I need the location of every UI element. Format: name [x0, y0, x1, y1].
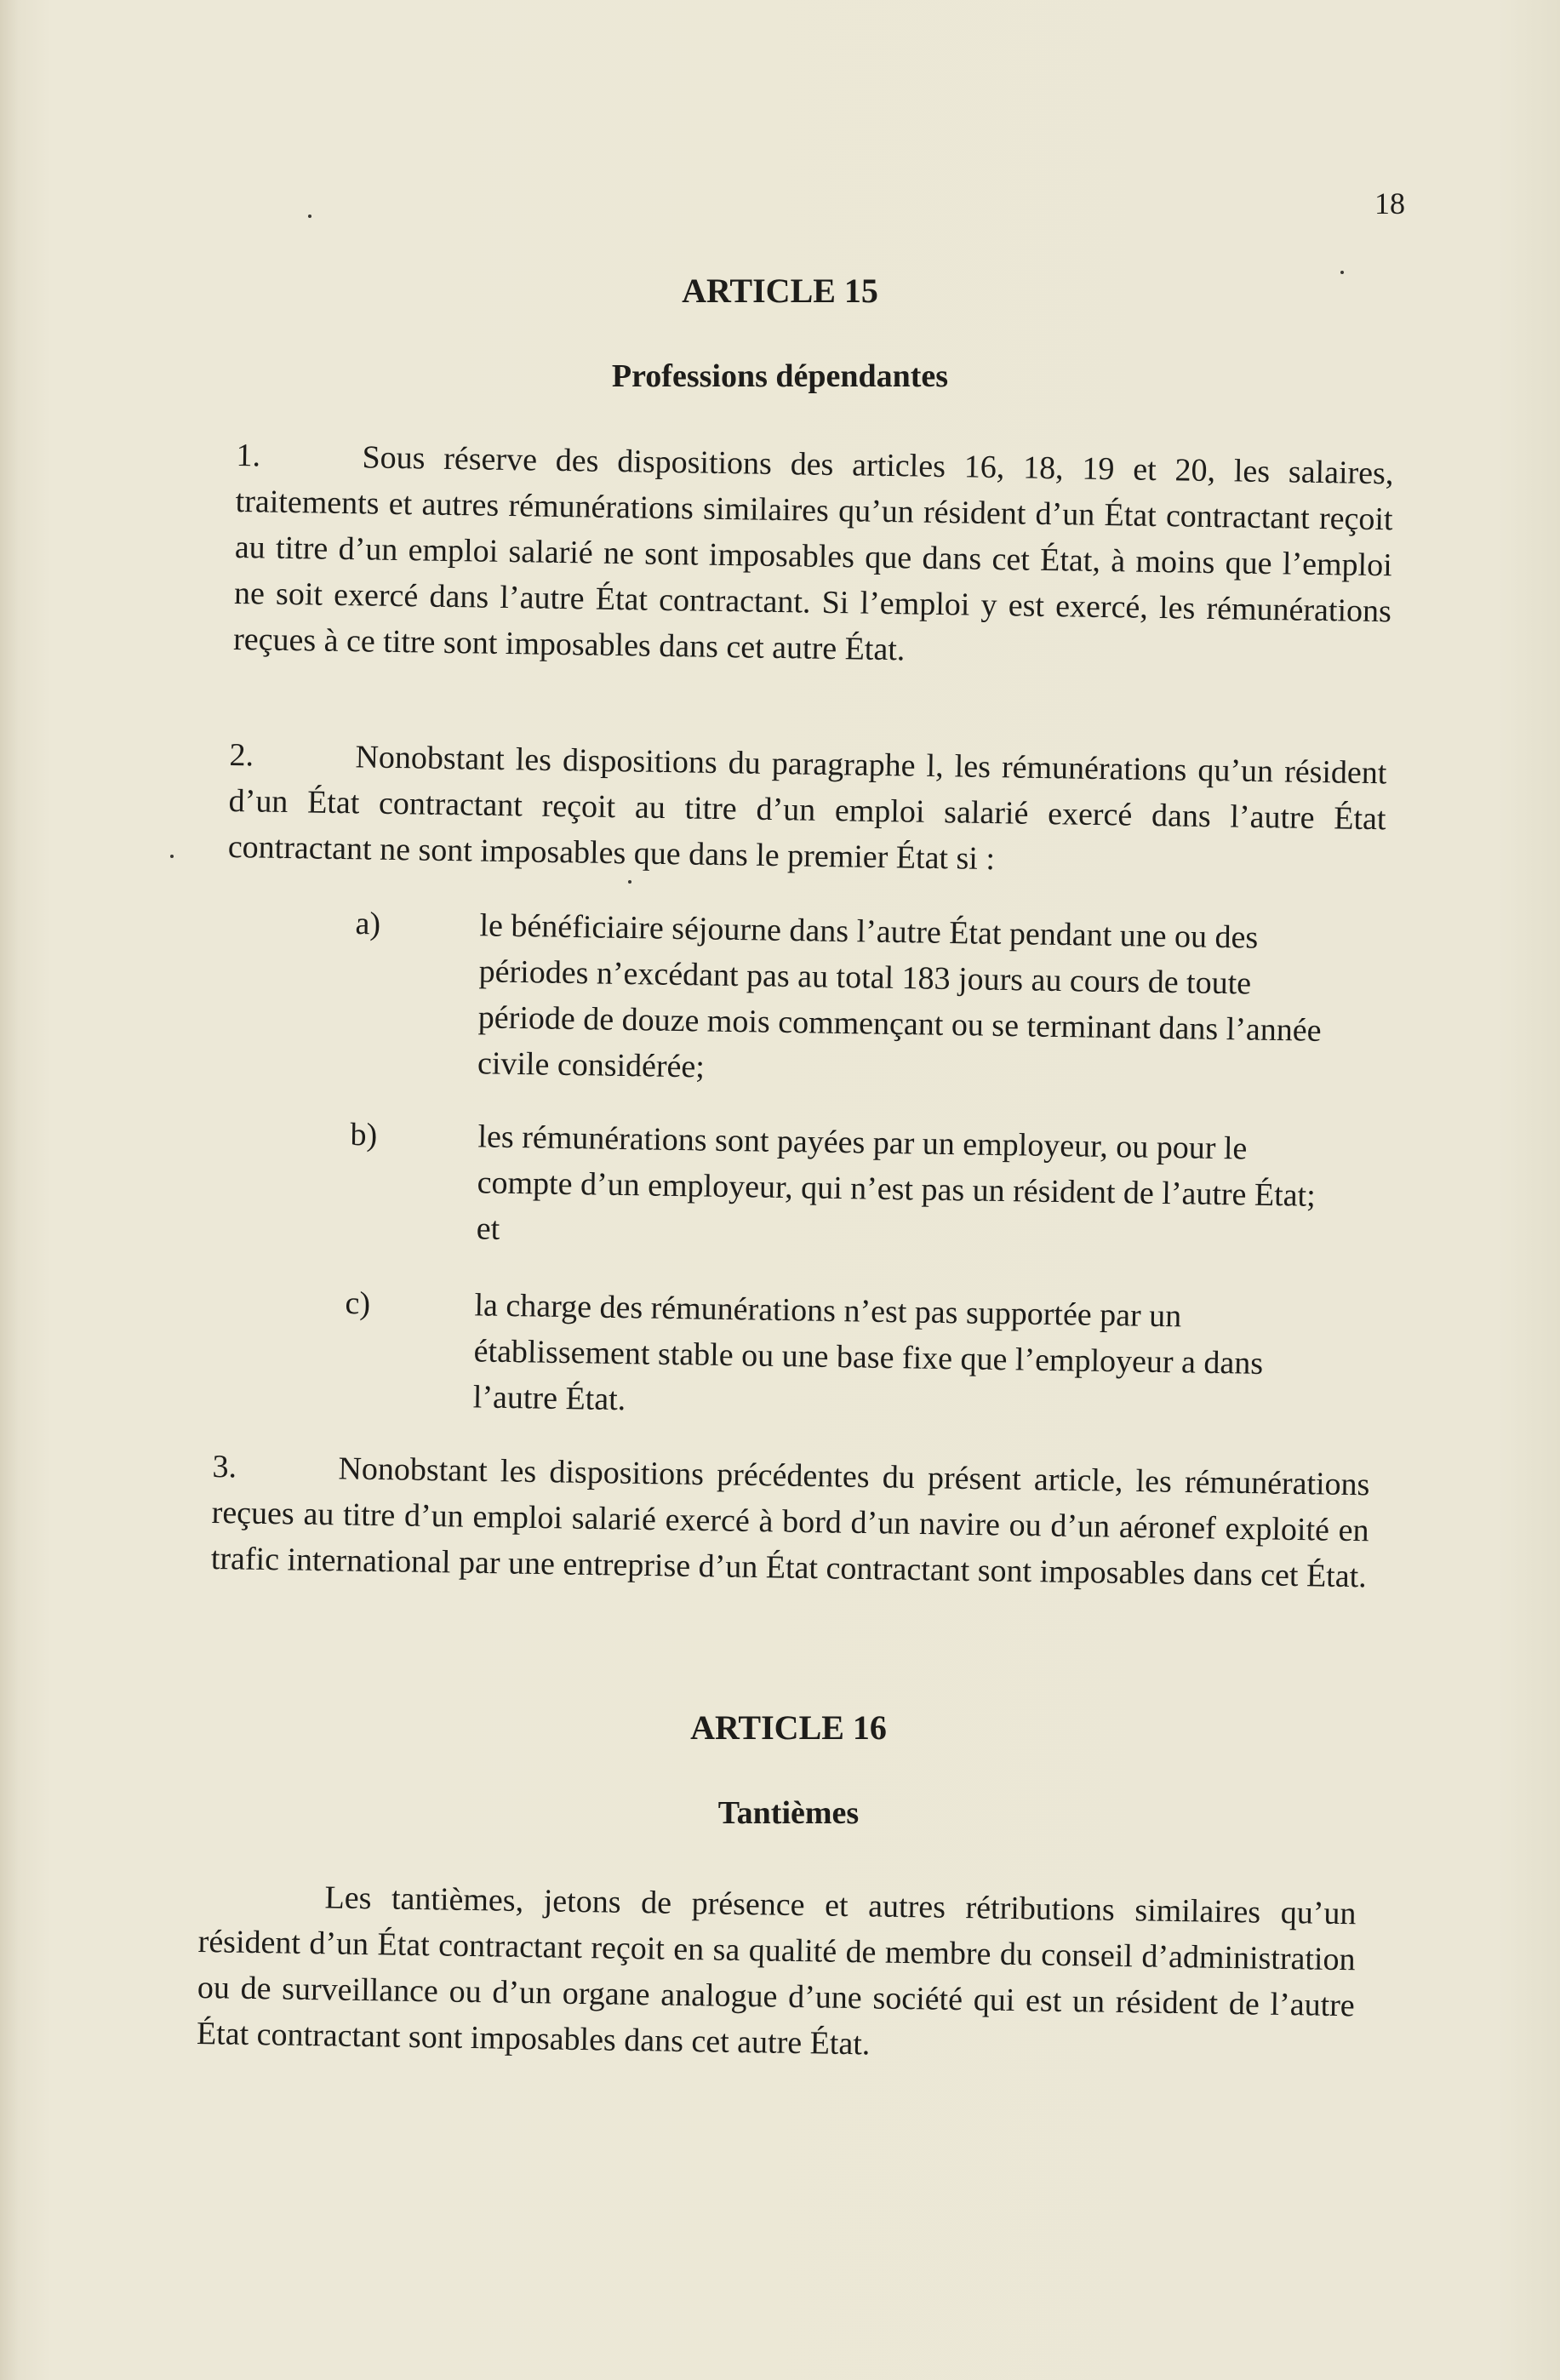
article-16-subheading: Tantièmes: [717, 1795, 860, 1831]
scan-speck: [1340, 271, 1344, 274]
list-item-text: le bénéficiaire séjourne dans l’autre État pendant une ou des périodes n’excédant pas au total 183 jours au cours de toute période de douze mois commençant ou se terminant dans l’année civile considérée;: [477, 907, 1322, 1085]
list-item-text: la charge des rémunérations n’est pas supportée par un établissement stable ou une base fixe que l’employeur a dans l’autre État.: [472, 1287, 1264, 1418]
paragraph-text: Nonobstant les dispositions du paragraphe l, les rémunérations qu’un résident d’un État contractant reçoit au titre d’un emploi salarié exercé dans l’autre État contractant ne sont imposables que dans le premier État si :: [227, 739, 1387, 878]
paragraph-number: 1.: [236, 437, 261, 474]
list-item-letter: a): [355, 905, 381, 942]
article-16-heading: ARTICLE 16: [690, 1708, 887, 1747]
list-item-letter: c): [345, 1284, 371, 1322]
list-item-letter: b): [350, 1116, 378, 1153]
scan-speck: [308, 215, 311, 218]
scan-speck: [628, 880, 631, 884]
paragraph-number: 2.: [229, 736, 254, 774]
article-15-paragraph-2: [227, 732, 1386, 888]
article-15-heading: ARTICLE 15: [682, 272, 878, 310]
article-15-paragraph-3: [210, 1444, 1369, 1599]
article-16-paragraph-1: Les tantièmes, jetons de présence et autres rétributions similaires qu’un résident d’un État contractant reçoit en sa qualité de membre du conseil d’administration ou de surveillance ou d’un organe analogue d’une société qui est un résident de l’autre État contractant sont imposables dans cet autre État.: [196, 1879, 1357, 2062]
scan-speck: [170, 855, 174, 858]
list-item-text: les rémunérations sont payées par un employeur, ou pour le compte d’un employeur, qui n’est pas un résident de l’autre État; et: [476, 1118, 1317, 1247]
article-15-subheading: Professions dépendantes: [611, 358, 949, 394]
page-number: 18: [1374, 186, 1405, 220]
article-15-paragraph-1: [233, 432, 1394, 680]
paragraph-text: Sous réserve des dispositions des articles 16, 18, 19 et 20, les salaires, traitements et autres rémunérations similaires qu’un résident d’un État contractant reçoit au titre d’un emploi salarié ne sont imposables que dans cet État, à moins que l’emploi ne soit exercé dans l’autre État contractant. Si l’emploi y est exercé, les rémunérations reçues à ce titre sont imposables dans cet autre État.: [232, 439, 1394, 668]
paragraph-number: 3.: [212, 1448, 237, 1485]
paragraph-text: Nonobstant les dispositions précédentes du présent article, les rémunérations reçues au titre d’un emploi salarié exercé à bord d’un navire ou d’un aéronef exploité en trafic international par une entreprise d’un État contractant sont imposables dans cet État.: [210, 1450, 1370, 1595]
